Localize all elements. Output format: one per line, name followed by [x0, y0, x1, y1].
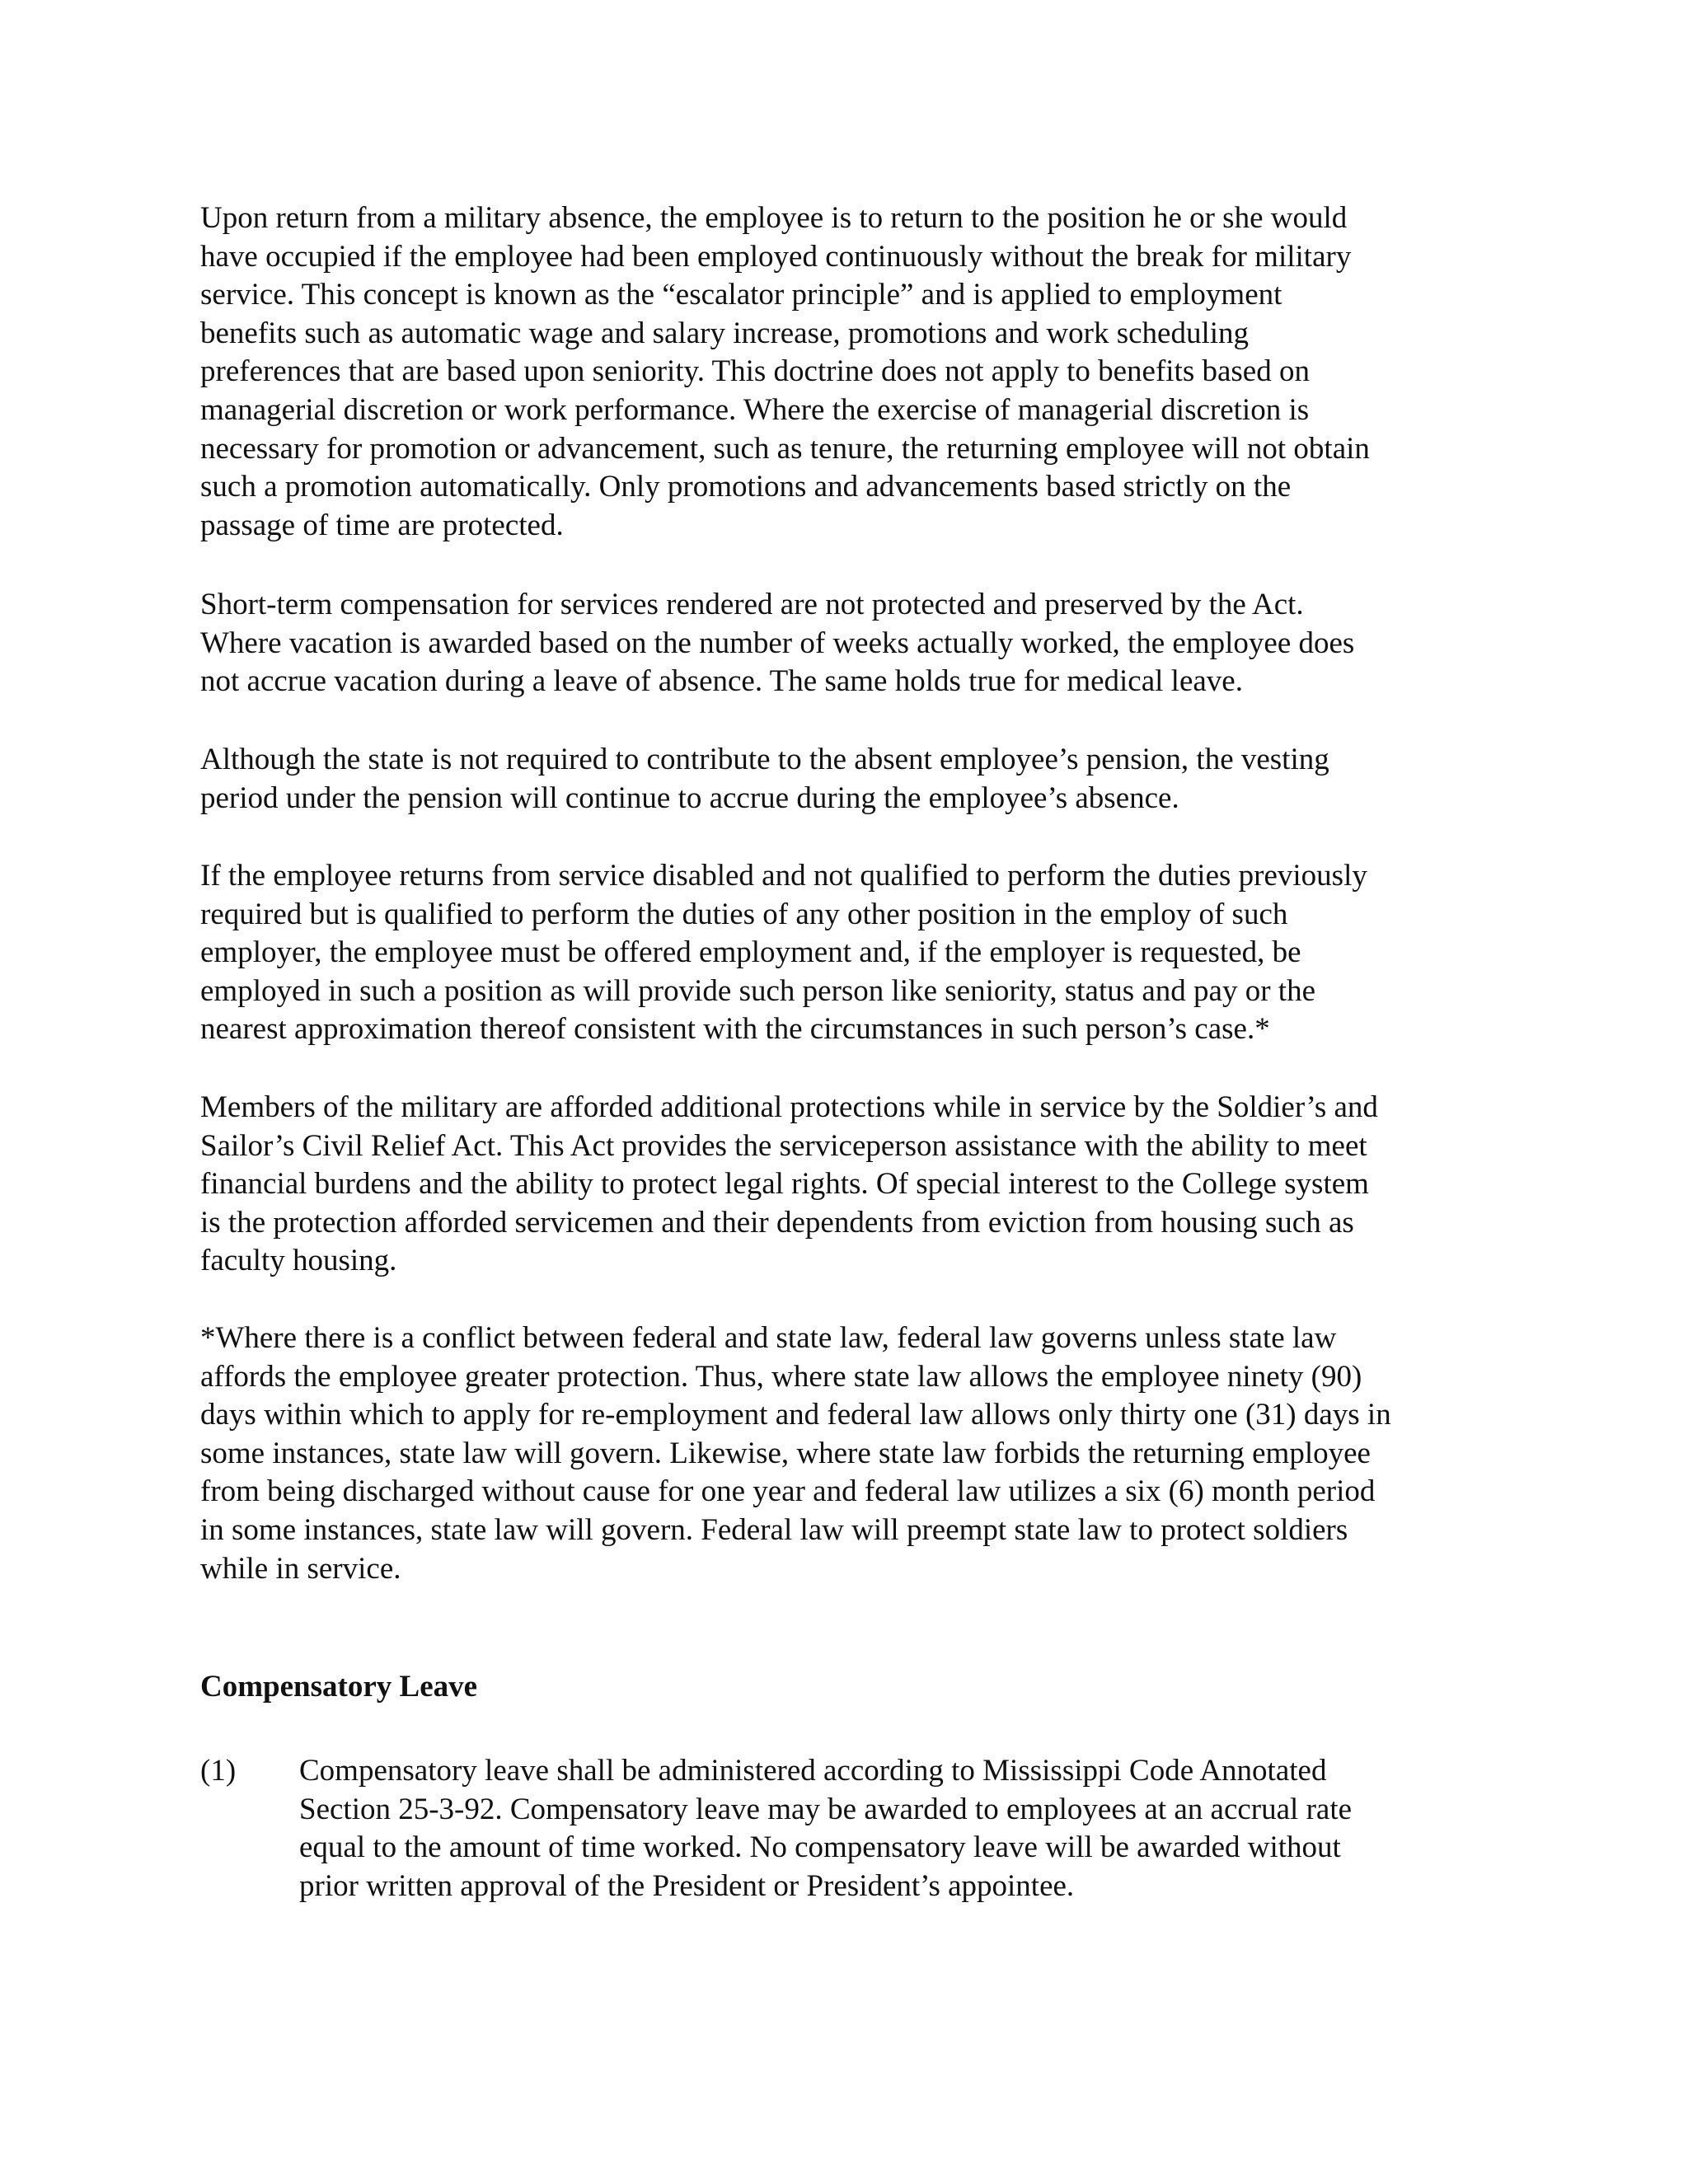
text-line: prior written approval of the President or President’s appointee.	[299, 1868, 1075, 1903]
text-line: from being discharged without cause for one year and federal law utilizes a six (6) month period	[200, 1474, 1376, 1509]
paragraph-escalator-principle	[200, 199, 1503, 545]
paragraph-short-term-compensation	[200, 586, 1503, 701]
text-line: Members of the military are afforded additional protections while in service by the Soldier’s and	[200, 1090, 1378, 1124]
paragraph-federal-state-conflict-note	[200, 1319, 1503, 1588]
text-line: financial burdens and the ability to protect legal rights. Of special interest to the College system	[200, 1167, 1369, 1202]
text-line: managerial discretion or work performance. Where the exercise of managerial discretion is	[200, 392, 1310, 427]
text-line: while in service.	[200, 1551, 401, 1586]
text-line: required but is qualified to perform the duties of any other position in the employ of such	[200, 897, 1288, 931]
text-line: affords the employee greater protection. Thus, where state law allows the employee ninety (90)	[200, 1359, 1362, 1394]
text-line: *Where there is a conflict between federal and state law, federal law governs unless state law	[200, 1321, 1337, 1355]
text-line: Where vacation is awarded based on the number of weeks actually worked, the employee does	[200, 626, 1355, 660]
text-line: not accrue vacation during a leave of absence. The same holds true for medical leave.	[200, 664, 1243, 699]
text-line: faculty housing.	[200, 1244, 397, 1278]
text-line: Sailor’s Civil Relief Act. This Act provides the serviceperson assistance with the ability to meet	[200, 1128, 1367, 1163]
text-line: days within which to apply for re-employment and federal law allows only thirty one (31) days in	[200, 1398, 1391, 1432]
text-line: some instances, state law will govern. Likewise, where state law forbids the returning employee	[200, 1436, 1371, 1470]
paragraph-pension-vesting	[200, 741, 1503, 818]
text-line: Although the state is not required to contribute to the absent employee’s pension, the vesting	[200, 743, 1329, 776]
text-line: Compensatory leave shall be administered according to Mississippi Code Annotated	[299, 1754, 1327, 1788]
section-heading-compensatory-leave: Compensatory Leave	[200, 1670, 478, 1704]
paragraph-civil-relief-act	[200, 1089, 1503, 1281]
text-line: equal to the amount of time worked. No compensatory leave will be awarded without	[299, 1830, 1341, 1865]
list-item-marker: (1)	[200, 1754, 237, 1788]
text-line: Upon return from a military absence, the employee is to return to the position he or she would	[200, 201, 1348, 235]
paragraph-disabled-return	[200, 857, 1503, 1049]
text-line: in some instances, state law will govern. Federal law will preempt state law to protect soldiers	[200, 1512, 1348, 1547]
text-line: Short-term compensation for services rendered are not protected and preserved by the Act.	[200, 588, 1304, 621]
text-line: employer, the employee must be offered employment and, if the employer is requested, be	[200, 935, 1301, 970]
text-line: is the protection afforded servicemen and their dependents from eviction from housing such as	[200, 1205, 1354, 1240]
text-line: necessary for promotion or advancement, such as tenure, the returning employee will not obtain	[200, 431, 1370, 466]
text-line: nearest approximation thereof consistent with the circumstances in such person’s case.*	[200, 1012, 1270, 1047]
text-line: have occupied if the employee had been employed continuously without the break for military	[200, 239, 1352, 274]
text-line: If the employee returns from service disabled and not qualified to perform the duties previously	[200, 859, 1367, 893]
text-line: employed in such a position as will provide such person like seniority, status and pay or the	[200, 973, 1315, 1008]
text-line: Section 25-3-92. Compensatory leave may be awarded to employees at an accrual rate	[299, 1792, 1353, 1826]
text-line: preferences that are based upon seniority. This doctrine does not apply to benefits based on	[200, 354, 1310, 389]
text-line: service. This concept is known as the “escalator principle” and is applied to employment	[200, 278, 1282, 312]
text-line: benefits such as automatic wage and salary increase, promotions and work scheduling	[200, 316, 1250, 350]
list-item-body	[299, 1752, 1352, 1905]
text-line: period under the pension will continue to accrue during the employee’s absence.	[200, 780, 1179, 815]
text-line: passage of time are protected.	[200, 508, 564, 542]
text-line: such a promotion automatically. Only promotions and advancements based strictly on the	[200, 470, 1292, 504]
